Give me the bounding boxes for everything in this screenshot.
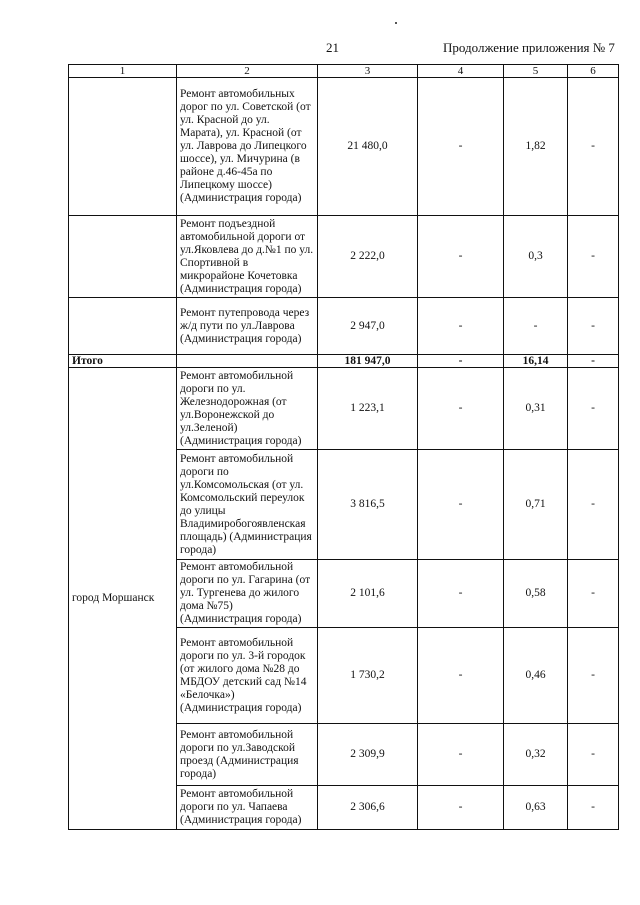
work-description-cell: Ремонт автомобильной дороги по ул. Чапаева (Администрация города) [177,786,318,830]
column-number: 5 [504,65,568,78]
total-work-cell [177,355,318,368]
cost-cell: 2 947,0 [318,298,418,355]
column-6-cell: - [568,450,619,560]
column-number: 2 [177,65,318,78]
cost-cell: 2 101,6 [318,560,418,628]
work-description-cell: Ремонт автомобильных дорог по ул. Советской (от ул. Красной до ул. Марата), ул. Красной (от ул. Лаврова до Липецкого шоссе), ул. Мичурина (в районе д.46-45а по Липецкому шоссе) (Администрация города) [177,78,318,216]
column-4-cell: - [418,560,504,628]
total-row [69,355,619,368]
municipality-cell: город Моршанск [69,368,177,830]
column-6-cell: - [568,298,619,355]
cost-cell: 2 309,9 [318,724,418,786]
municipality-cell [69,298,177,355]
appendix-continuation-note: Продолжение приложения № 7 [443,40,615,55]
cost-cell: 21 480,0 [318,78,418,216]
road-repair-table [68,64,619,830]
column-4-cell: - [418,786,504,830]
table-row [69,368,619,450]
column-4-cell: - [418,78,504,216]
column-number: 3 [318,65,418,78]
work-description-cell: Ремонт автомобильной дороги по ул. 3-й городок (от жилого дома №28 до МБДОУ детский сад №14 «Белочка») (Администрация города) [177,628,318,724]
work-description-cell: Ремонт подъездной автомобильной дороги от ул.Яковлева до д.№1 по ул. Спортивной в микрорайоне Кочетовка (Администрация города) [177,216,318,298]
column-6-cell: - [568,628,619,724]
length-cell: 0,31 [504,368,568,450]
length-cell: 0,32 [504,724,568,786]
municipality-cell [69,78,177,216]
length-cell: - [504,298,568,355]
column-4-cell: - [418,628,504,724]
scan-speck [395,22,397,24]
work-description-cell: Ремонт автомобильной дороги по ул. Гагарина (от ул. Тургенева до жилого дома №75) (Администрация города) [177,560,318,628]
work-description-cell: Ремонт автомобильной дороги по ул.Комсомольская (от ул. Комсомольский переулок до улицы Владимиробогоявленская площадь) (Администрация города) [177,450,318,560]
column-6-cell: - [568,786,619,830]
length-cell: 1,82 [504,78,568,216]
column-number-row [69,65,619,78]
cost-cell: 2 306,6 [318,786,418,830]
work-description-cell: Ремонт путепровода через ж/д пути по ул.Лаврова (Администрация города) [177,298,318,355]
column-6-cell: - [568,560,619,628]
length-cell: 0,3 [504,216,568,298]
column-number: 4 [418,65,504,78]
cost-cell: 2 222,0 [318,216,418,298]
table-row [69,298,619,355]
total-column-4: - [418,355,504,368]
work-description-cell: Ремонт автомобильной дороги по ул. Железнодорожная (от ул.Воронежской до ул.Зеленой) (Администрация города) [177,368,318,450]
cost-cell: 1 223,1 [318,368,418,450]
column-4-cell: - [418,368,504,450]
municipality-cell [69,216,177,298]
column-4-cell: - [418,450,504,560]
column-6-cell: - [568,216,619,298]
column-4-cell: - [418,216,504,298]
cost-cell: 3 816,5 [318,450,418,560]
column-6-cell: - [568,724,619,786]
column-6-cell: - [568,78,619,216]
column-4-cell: - [418,298,504,355]
page-number: 21 [326,40,339,55]
length-cell: 0,58 [504,560,568,628]
length-cell: 0,63 [504,786,568,830]
total-cost: 181 947,0 [318,355,418,368]
table-row [69,78,619,216]
column-number: 1 [69,65,177,78]
length-cell: 0,71 [504,450,568,560]
cost-cell: 1 730,2 [318,628,418,724]
work-description-cell: Ремонт автомобильной дороги по ул.Заводской проезд (Администрация города) [177,724,318,786]
length-cell: 0,46 [504,628,568,724]
column-number: 6 [568,65,619,78]
total-length: 16,14 [504,355,568,368]
total-column-6: - [568,355,619,368]
table-row [69,216,619,298]
column-4-cell: - [418,724,504,786]
column-6-cell: - [568,368,619,450]
total-label: Итого [69,355,177,368]
